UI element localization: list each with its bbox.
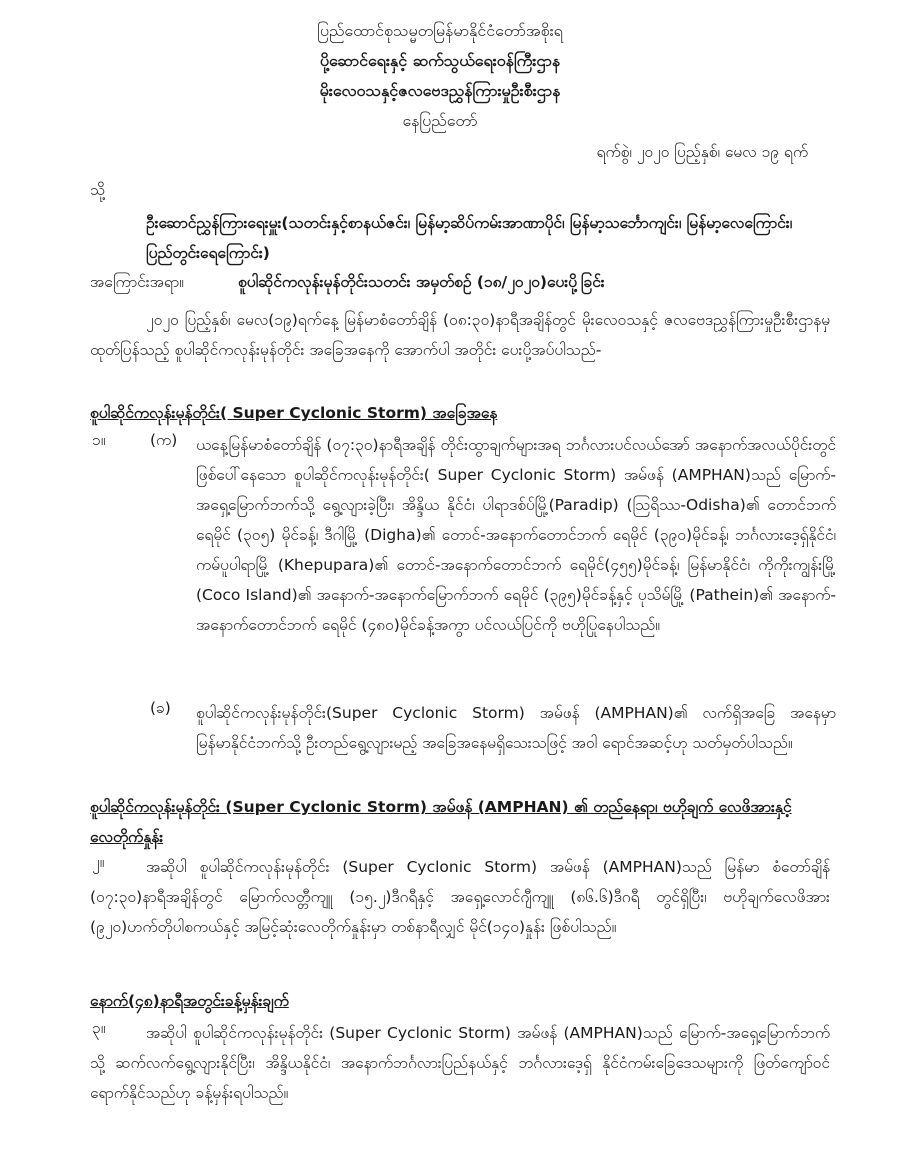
section3-number: ၃။ — [92, 1019, 106, 1037]
section2-number: ၂။ — [92, 853, 105, 871]
subitem-b-label: (ခ) — [150, 699, 171, 717]
subject-label: အကြောင်းအရာ။ — [90, 273, 184, 291]
recipient: ဦးဆောင်ညွှန်ကြားရေးမှူး(သတင်းနှင့်စာနယ်ဇင်း၊ မြန်မာ့ဆိပ်ကမ်းအာဏာပိုင်၊ မြန်မာ့သင်္ဘောကျင်း၊ မြန်မာ့လေကြောင်း၊ ပြည်တွင်းရေကြောင်း) — [146, 214, 793, 262]
section1-heading: စူပါဆိုင်ကလုန်းမုန်တိုင်း( Super Cyclonic Storm) အခြေအနေ — [90, 404, 498, 422]
subitem-a-text: ယနေ့မြန်မာစံတော်ချိန် (၀၇:၃၀)နာရီအချိန် တိုင်းထွာချက်များအရ ဘင်္ဂလားပင်လယ်အော် အနောက်အလယ်ပိုင်းတွင် ဖြစ်ပေါ်နေသော စူပါဆိုင်ကလုန်းမုန်တိုင်း( Super Cyclonic Storm) အမ်ဖန် (AMPHAN)သည် မြောက်-အရှေ့မြောက်ဘက်သို့ ရွေ့လျားခဲ့ပြီး၊ အိန္ဒိယ နိုင်ငံ၊ ပါရာဒစ်ပ်မြို့(Paradip) (ဩရိဿ-Odisha)၏ တောင်ဘက် ရေမိုင် (၃၀၅) မိုင်ခန့်၊ ဒီဂါမြို့ (Digha)၏ တောင်-အနောက်တောင်ဘက် ရေမိုင် (၃၉၀)မိုင်ခန့်၊ ဘင်္ဂလားဒေ့ရှ်နိုင်ငံ၊ ကမ်ပူပါရာမြို့ (Khepupara)၏ တောင်-အနောက်တောင်ဘက် ရေမိုင်(၄၅၅)မိုင်ခန့်၊ မြန်မာနိုင်ငံ၊ ကိုကိုးကျွန်းမြို့ (Coco Island)၏ အနောက်-အနောက်မြောက်ဘက် ရေမိုင် (၃၉၅)မိုင်ခန့်နှင့် ပုသိမ်မြို့ (Pathein)၏ အနောက်-အနောက်တောင်ဘက် ရေမိုင် (၄၈၀)မိုင်ခန့်အကွာ ပင်လယ်ပြင်ကို ဗဟိုပြုနေပါသည်။ — [196, 436, 836, 634]
subject-line — [90, 272, 850, 295]
section2-heading: စူပါဆိုင်ကလုန်းမုန်တိုင်း (Super Cyclonic Storm) အမ်ဖန် (AMPHAN) ၏ တည်နေရာ၊ ဗဟိုချက် လေဖိအားနှင့် လေတိုက်နှုန်း — [90, 798, 792, 846]
section3-heading: နောက်(၄၈)နာရီအတွင်းခန့်မှန်းချက် — [90, 992, 289, 1010]
subitem-b-text: စူပါဆိုင်ကလုန်းမုန်တိုင်း(Super Cyclonic Storm) အမ်ဖန် (AMPHAN)၏ လက်ရှိအခြေ အနေမှာ မြန်မာနိုင်ငံဘက်သို့ ဦးတည်ရွေ့လျားမည့် အခြေအနေမရှိသေးသဖြင့် အဝါ ရောင်အဆင့်ဟု သတ်မှတ်ပါသည်။ — [196, 704, 836, 752]
letter-to: သို့ — [90, 181, 105, 199]
header-department: မိုးလေဝသနှင့်ဇလဗေဒညွှန်ကြားမှုဦးစီးဌာန — [319, 81, 561, 100]
intro-paragraph: ၂၀၂၀ ပြည့်နှစ်၊ မေလ(၁၉)ရက်နေ့ မြန်မာစံတော်ချိန် (၀၈:၃၀)နာရီအချိန်တွင် မိုးလေဝသနှင့် ဇလဗေဒညွှန်ကြားမှုဦးစီးဌာနမှ ထုတ်ပြန်သည့် စူပါဆိုင်ကလုန်းမုန်တိုင်း အခြေအနေကို အောက်ပါ အတိုင်း ပေးပို့အပ်ပါသည်- — [90, 311, 830, 359]
subitem-a-label: (က) — [150, 431, 178, 449]
letterhead — [240, 16, 640, 136]
header-ministry: ပို့ဆောင်ရေးနှင့် ဆက်သွယ်ရေးဝန်ကြီးဌာန — [319, 51, 561, 70]
letter-date: ရက်စွဲ၊ ၂၀၂၀ ပြည့်နှစ်၊ မေလ ၁၉ ရက် — [596, 143, 808, 161]
section3-text: အဆိုပါ စူပါဆိုင်ကလုန်းမုန်တိုင်း (Super Cyclonic Storm) အမ်ဖန် (AMPHAN)သည် မြောက်-အရှေ့မြောက်ဘက်သို့ ဆက်လက်ရွေ့လျားနိုင်ပြီး၊ အိန္ဒိယနိုင်ငံ၊ အနောက်ဘင်္ဂလားပြည်နယ်နှင့် ဘင်္ဂလားဒေ့ရှ် နိုင်ငံကမ်းခြေဒေသများကို ဖြတ်ကျော်ဝင်ရောက်နိုင်သည်ဟု ခန့်မှန်းရပါသည်။ — [90, 1024, 830, 1102]
header-government: ပြည်ထောင်စုသမ္မတမြန်မာနိုင်ငံတော်အစိုးရ — [317, 21, 563, 40]
section1-number: ၁။ — [92, 431, 106, 449]
header-city: နေပြည်တော် — [402, 111, 478, 130]
section2-text: အဆိုပါ စူပါဆိုင်ကလုန်းမုန်တိုင်း (Super Cyclonic Storm) အမ်ဖန် (AMPHAN)သည် မြန်မာ စံတော်ချိန် (၀၇:၃၀)နာရီအချိန်တွင် မြောက်လတ္တီကျူ (၁၅.၂)ဒီဂရီနှင့် အရှေ့လောင်ဂျီကျူ (၈၆.၆)ဒီဂရီ တွင်ရှိပြီး၊ ဗဟိုချက်လေဖိအား (၉၂၀)ဟက်တိုပါစကယ်နှင့် အမြင့်ဆုံးလေတိုက်နှုန်းမှာ တစ်နာရီလျှင် မိုင်(၁၄၀)နှုန်း ဖြစ်ပါသည်။ — [90, 858, 830, 936]
subject-text: စူပါဆိုင်ကလုန်းမုန်တိုင်းသတင်း အမှတ်စဉ် (၁၈/၂၀၂၀)ပေးပို့ခြင်း — [238, 273, 605, 291]
